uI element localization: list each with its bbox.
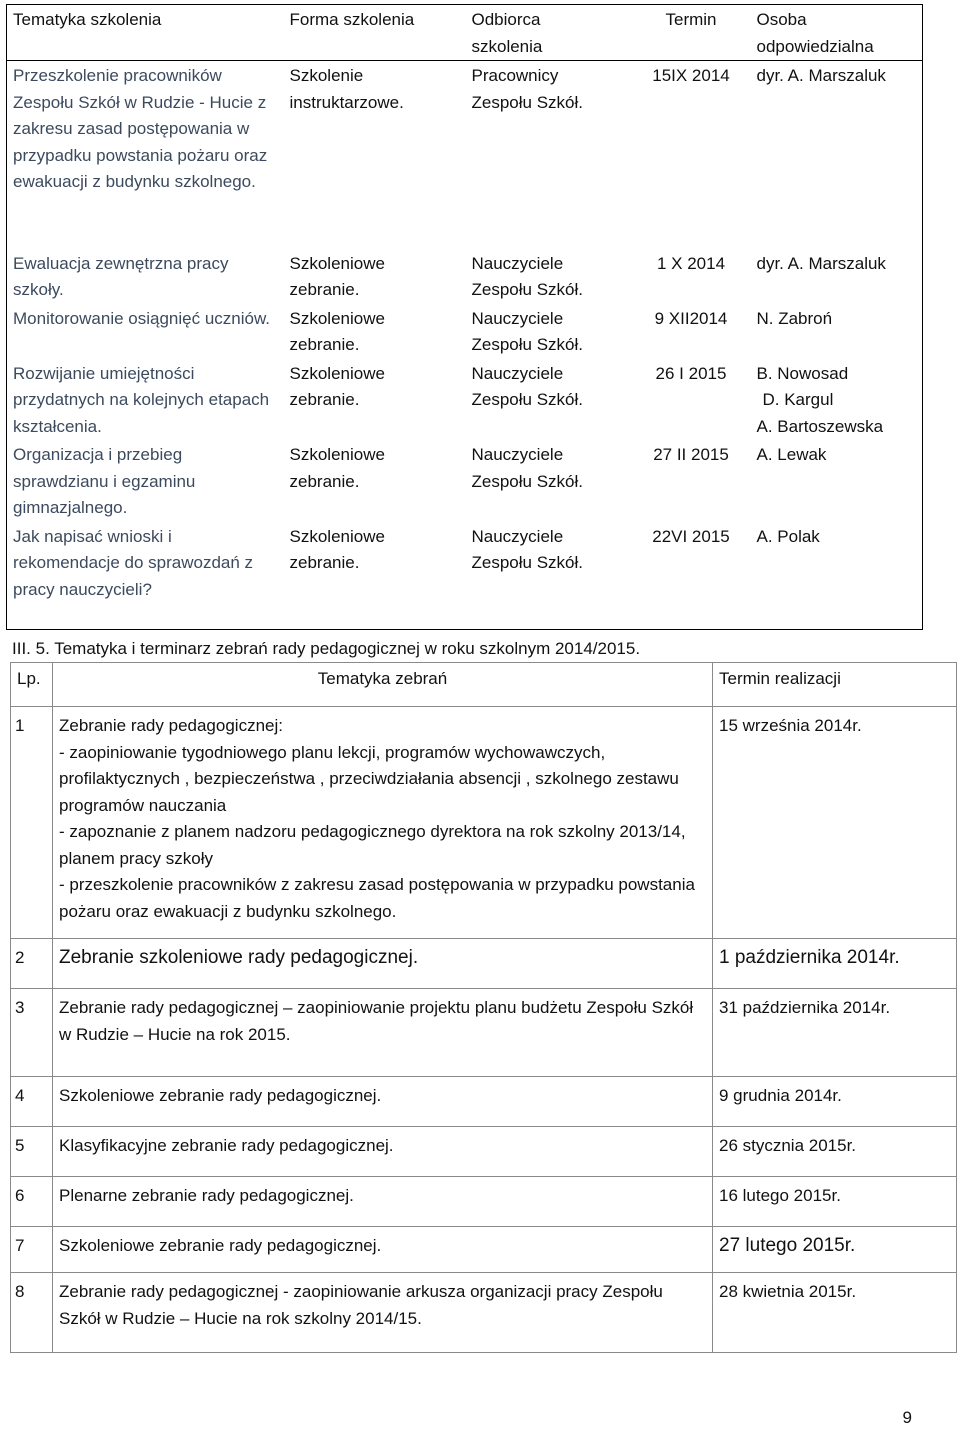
training-responsible [755,61,923,249]
training-form: Szkolenie instruktarzowe. [289,66,404,112]
meetings-table-header [11,663,957,707]
meeting-topic-line: Zebranie szkoleniowe rady pedagogicznej. [59,947,419,968]
training-topic: Przeszkolenie pracowników Zespołu Szkół w Rudzie - Hucie z zakresu zasad postępowania w przypadku powstania pożaru oraz ewakuacji z budynku szkolnego. [13,66,268,191]
meeting-date: 26 stycznia 2015r. [713,1127,957,1177]
meeting-topic [53,939,713,989]
meeting-date: 15 września 2014r. [713,707,957,939]
training-form: Szkoleniowe zebranie. [289,445,385,491]
header-person-line1: Osoba [756,10,807,29]
meeting-topic [53,707,713,939]
training-responsible [755,359,923,441]
meeting-topic-line: Zebranie rady pedagogicznej – zaopiniowanie projektu planu budżetu Zespołu Szkół w Rudzie – Hucie na rok 2015. [59,998,694,1044]
meeting-number: 8 [11,1273,53,1353]
responsible-person: B. Nowosad [756,363,849,383]
meeting-number: 7 [11,1227,53,1273]
meeting-number: 3 [11,989,53,1077]
training-row [7,61,923,249]
meeting-date: 1 października 2014r. [713,939,957,989]
meeting-row [11,939,957,989]
training-audience: Pracownicy Zespołu Szkół. [471,66,583,112]
responsible-person: N. Zabroń [756,308,833,328]
meeting-date: 28 kwietnia 2015r. [713,1273,957,1353]
header-audience [466,5,628,61]
training-topic: Jak napisać wnioski i rekomendacje do sprawozdań z pracy nauczycieli? [13,526,254,599]
meeting-topic-line: Szkoleniowe zebranie rady pedagogicznej. [59,1086,382,1105]
meeting-topic-line: Klasyfikacyjne zebranie rady pedagogicznej. [59,1136,394,1155]
meeting-topic [53,1077,713,1127]
meeting-row [11,1273,957,1353]
training-row [7,359,923,441]
meeting-date: 27 lutego 2015r. [713,1227,957,1273]
meeting-number: 5 [11,1127,53,1177]
training-audience: Nauczyciele Zespołu Szkół. [471,363,583,409]
header-date: Termin [628,5,755,61]
header-number: Lp. [11,663,53,707]
header-audience-line2: szkolenia [471,36,543,56]
meeting-topic-line: - zapoznanie z planem nadzoru pedagogicznego dyrektora na rok szkolny 2013/14, planem pracy szkoły [59,822,686,868]
section-heading: III. 5. Tematyka i terminarz zebrań rady pedagogicznej w roku szkolnym 2014/2015. [12,639,641,658]
meeting-topic-line: Szkoleniowe zebranie rady pedagogicznej. [59,1236,382,1255]
training-table-header [7,5,923,61]
meeting-topic-line: - przeszkolenie pracowników z zakresu zasad postępowania w przypadku powstania pożaru oraz ewakuacji z budynku szkolnego. [59,875,695,921]
meeting-topic-line: - zaopiniowanie tygodniowego planu lekcji, programów wychowawczych, profilaktycznych , bezpieczeństwa , przeciwdziałania absencji , szkolnego zestawu programów nauczania [59,742,679,815]
meeting-date: 31 października 2014r. [713,989,957,1077]
meeting-topic [53,1273,713,1353]
meeting-topic [53,1127,713,1177]
training-audience: Nauczyciele Zespołu Szkół. [471,308,583,354]
training-responsible [755,522,923,630]
meeting-topic [53,1227,713,1273]
responsible-person: A. Polak [756,526,820,546]
header-person [755,5,923,61]
meeting-number: 1 [11,707,53,939]
header-person-line2: odpowiedzialna [756,36,874,56]
meeting-row [11,707,957,939]
training-date: 22VI 2015 [652,526,730,546]
responsible-person: A. Bartoszewska [756,416,884,436]
training-date: 9 XII2014 [654,308,728,328]
meeting-date: 16 lutego 2015r. [713,1177,957,1227]
training-form: Szkoleniowe zebranie. [289,526,385,572]
training-responsible [755,304,923,359]
meeting-topic [53,1177,713,1227]
meeting-topic-line: Zebranie rady pedagogicznej: [59,716,283,735]
meeting-date: 9 grudnia 2014r. [713,1077,957,1127]
training-date: 15IX 2014 [652,66,730,85]
responsible-person: dyr. A. Marszaluk [756,253,886,273]
training-topic: Monitorowanie osiągnięć uczniów. [13,308,271,328]
header-meeting-topic: Tematyka zebrań [53,663,713,707]
training-audience: Nauczyciele Zespołu Szkół. [471,526,583,572]
header-form: Forma szkolenia [284,5,466,61]
meeting-number: 6 [11,1177,53,1227]
training-form: Szkoleniowe zebranie. [289,308,385,354]
training-date: 1 X 2014 [656,253,726,273]
responsible-person: D. Kargul [762,390,834,409]
meeting-topic-line: Zebranie rady pedagogicznej - zaopiniowanie arkusza organizacji pracy Zespołu Szkół w Rudzie – Hucie na rok szkolny 2014/15. [59,1282,663,1328]
meeting-row [11,1227,957,1273]
training-date: 26 I 2015 [655,363,727,383]
training-date: 27 II 2015 [653,445,729,464]
meeting-row [11,989,957,1077]
meeting-number: 4 [11,1077,53,1127]
training-audience: Nauczyciele Zespołu Szkół. [471,445,583,491]
training-form: Szkoleniowe zebranie. [289,363,385,409]
responsible-person: A. Lewak [756,445,827,464]
training-responsible [755,249,923,304]
header-audience-line1: Odbiorca [471,10,541,29]
meetings-table [10,662,957,1353]
training-responsible [755,440,923,522]
header-topic: Tematyka szkolenia [7,5,284,61]
meeting-row [11,1177,957,1227]
meeting-topic [53,989,713,1077]
responsible-person: dyr. A. Marszaluk [756,66,886,85]
training-row [7,304,923,359]
training-row [7,522,923,630]
meeting-number: 2 [11,939,53,989]
training-topic: Organizacja i przebieg sprawdzianu i egzaminu gimnazjalnego. [13,445,196,517]
training-row [7,440,923,522]
training-table [6,4,923,630]
header-realization-date: Termin realizacji [713,663,957,707]
page-number: 9 [902,1408,912,1427]
meeting-row [11,1077,957,1127]
training-audience: Nauczyciele Zespołu Szkół. [471,253,583,299]
training-row [7,249,923,304]
training-topic: Ewaluacja zewnętrzna pracy szkoły. [13,253,229,299]
training-form: Szkoleniowe zebranie. [289,253,385,299]
meeting-topic-line: Plenarne zebranie rady pedagogicznej. [59,1186,354,1205]
meeting-row [11,1127,957,1177]
training-topic: Rozwijanie umiejętności przydatnych na kolejnych etapach kształcenia. [13,363,270,436]
